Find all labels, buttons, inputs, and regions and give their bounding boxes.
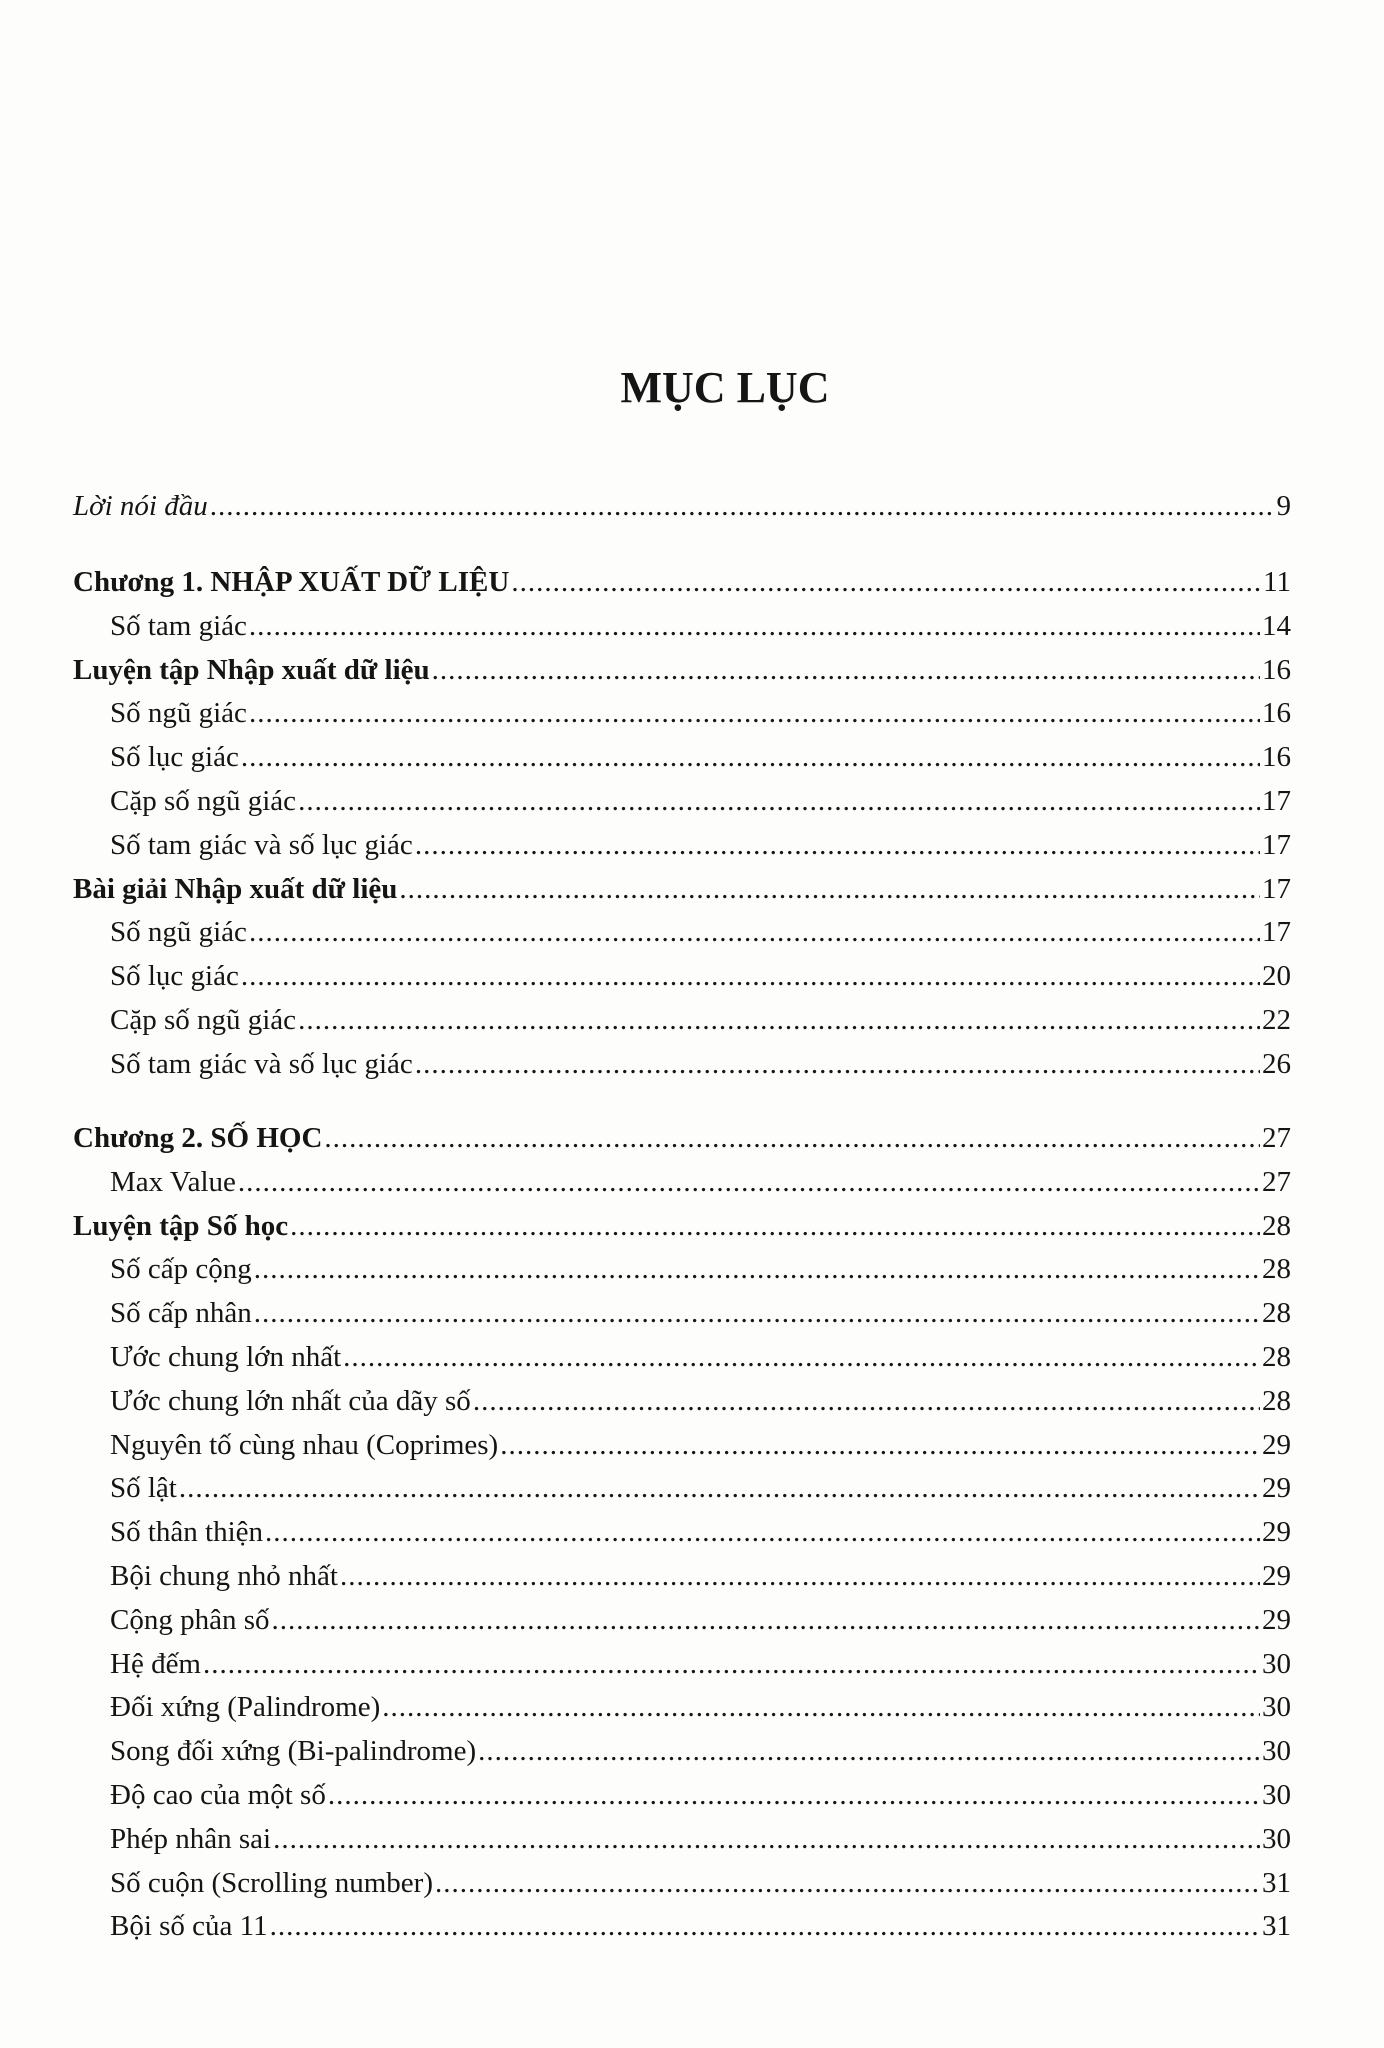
toc-entry-page: 28: [1262, 1340, 1291, 1373]
toc-entry-label: Bội chung nhỏ nhất: [110, 1559, 338, 1592]
dot-leader: [324, 1117, 1260, 1161]
toc-heading: [73, 1205, 1291, 1249]
toc-entry-page: 17: [1262, 872, 1291, 905]
dot-leader: [249, 911, 1260, 955]
toc-entry-label: Số cấp cộng: [110, 1253, 252, 1286]
toc-entry-page: 14: [1262, 609, 1291, 642]
toc-section-chapter-2: [73, 1117, 1291, 1949]
toc-entry-label: Cặp số ngũ giác: [110, 1003, 297, 1036]
toc-entry-label: Nguyên tố cùng nhau (Coprimes): [110, 1428, 499, 1461]
toc-entry: [73, 692, 1291, 736]
toc-entry: [73, 1555, 1291, 1599]
toc-entry-label: Cặp số ngũ giác: [110, 784, 297, 817]
dot-leader: [298, 999, 1260, 1043]
toc-entry-page: 16: [1262, 741, 1291, 774]
dot-leader: [179, 1467, 1260, 1511]
toc-entry: [73, 780, 1291, 824]
dot-leader: [415, 824, 1260, 868]
toc-entry: [73, 999, 1291, 1043]
dot-leader: [432, 649, 1260, 693]
dot-leader: [249, 605, 1260, 649]
toc-entry-page: 30: [1262, 1735, 1291, 1768]
dot-leader: [328, 1774, 1260, 1818]
toc-entry: [73, 955, 1291, 999]
toc-entry-page: 16: [1262, 697, 1291, 730]
toc-entry: [73, 736, 1291, 780]
toc-entry: [73, 1862, 1291, 1906]
dot-leader: [290, 1205, 1260, 1249]
toc-entry-label: Max Value: [110, 1165, 236, 1198]
toc-entry-page: 28: [1262, 1384, 1291, 1417]
dot-leader: [254, 1292, 1260, 1336]
toc-heading: [73, 868, 1291, 912]
toc-entry-page: 27: [1262, 1165, 1291, 1198]
toc-entry-page: 30: [1262, 1778, 1291, 1811]
toc-entry: [73, 1161, 1291, 1205]
page-title: MỤC LỤC: [620, 363, 830, 412]
toc-entry-page: 29: [1262, 1559, 1291, 1592]
dot-leader: [343, 1336, 1260, 1380]
toc-entry-label: Bài giải Nhập xuất dữ liệu: [73, 872, 398, 905]
toc-entry-label: Bội số của 11: [110, 1910, 268, 1943]
dot-leader: [238, 1161, 1260, 1205]
toc-entry-label: Ước chung lớn nhất của dãy số: [110, 1384, 471, 1417]
toc-entry-page: 9: [1276, 490, 1291, 522]
toc-entry-page: 16: [1262, 653, 1291, 686]
toc-entry-page: 30: [1262, 1647, 1291, 1680]
toc-entry-label: Phép nhân sai: [110, 1822, 272, 1855]
toc-entry-page: 20: [1262, 960, 1291, 993]
toc-entry-label: Số lật: [110, 1472, 177, 1505]
toc-heading: [73, 649, 1291, 693]
toc-entry: [73, 1336, 1291, 1380]
toc-entry-label: Số ngũ giác: [110, 697, 247, 730]
toc-entry-page: 30: [1262, 1691, 1291, 1724]
toc-section-preface: [73, 485, 1291, 529]
toc-entry-page: 29: [1262, 1428, 1291, 1461]
toc-entry-label: Song đối xứng (Bi-palindrome): [110, 1735, 477, 1768]
toc-heading: [73, 1117, 1291, 1161]
toc-entry: [73, 1599, 1291, 1643]
toc-entry-label: Số tam giác: [110, 609, 247, 642]
dot-leader: [270, 1905, 1260, 1949]
dot-leader: [478, 1730, 1260, 1774]
toc-entry: [73, 1043, 1291, 1087]
toc-entry: [73, 1818, 1291, 1862]
toc-entry-page: 29: [1262, 1603, 1291, 1636]
toc-heading: [73, 561, 1291, 605]
toc-entry-page: 29: [1262, 1472, 1291, 1505]
toc-entry: [73, 605, 1291, 649]
toc-entry-page: 27: [1262, 1122, 1291, 1154]
toc-entry: [73, 1686, 1291, 1730]
dot-leader: [382, 1686, 1260, 1730]
toc-entry-page: 11: [1263, 566, 1291, 598]
toc-entry-page: 28: [1262, 1253, 1291, 1286]
dot-leader: [249, 692, 1260, 736]
toc-entry-label: Luyện tập Nhập xuất dữ liệu: [73, 653, 430, 686]
dot-leader: [203, 1643, 1260, 1687]
toc-entry-page: 26: [1262, 1047, 1291, 1080]
toc-entry-page: 31: [1262, 1866, 1291, 1899]
toc-entry: [73, 1511, 1291, 1555]
toc-entry: [73, 1730, 1291, 1774]
toc-entry-label: Số lục giác: [110, 960, 239, 993]
toc-entry: [73, 1774, 1291, 1818]
toc-entry-label: Lời nói đầu: [73, 490, 208, 522]
dot-leader: [415, 1043, 1260, 1087]
dot-leader: [473, 1380, 1260, 1424]
toc-entry: [73, 824, 1291, 868]
toc-entry: [73, 1248, 1291, 1292]
toc-entry: [73, 1292, 1291, 1336]
dot-leader: [298, 780, 1260, 824]
toc-entry-label: Số cuộn (Scrolling number): [110, 1866, 433, 1899]
toc-entry: [73, 1424, 1291, 1468]
dot-leader: [254, 1248, 1260, 1292]
toc-entry-page: 31: [1262, 1910, 1291, 1943]
toc-entry-label: Số lục giác: [110, 741, 239, 774]
toc-entry-page: 29: [1262, 1516, 1291, 1549]
toc-entry: [73, 1643, 1291, 1687]
toc-entry-label: Luyện tập Số học: [73, 1209, 289, 1242]
dot-leader: [241, 736, 1260, 780]
toc-entry-label: Chương 1. NHẬP XUẤT DỮ LIỆU: [73, 566, 510, 598]
toc-entry-page: 17: [1262, 828, 1291, 861]
dot-leader: [273, 1818, 1260, 1862]
toc-heading: [73, 485, 1291, 529]
toc-entry-label: Số ngũ giác: [110, 916, 247, 949]
toc-entry-label: Số cấp nhân: [110, 1297, 252, 1330]
dot-leader: [340, 1555, 1260, 1599]
toc-entry-label: Ước chung lớn nhất: [110, 1340, 342, 1373]
toc-entry-page: 22: [1262, 1003, 1291, 1036]
dot-leader: [265, 1511, 1260, 1555]
dot-leader: [241, 955, 1260, 999]
toc-entry: [73, 1905, 1291, 1949]
toc-entry-label: Đối xứng (Palindrome): [110, 1691, 381, 1724]
toc-entry-label: Cộng phân số: [110, 1603, 270, 1636]
toc-entry: [73, 1380, 1291, 1424]
toc-entry-page: 17: [1262, 784, 1291, 817]
dot-leader: [399, 868, 1260, 912]
dot-leader: [272, 1599, 1261, 1643]
toc-entry-label: Số tam giác và số lục giác: [110, 1047, 413, 1080]
toc-entry-page: 30: [1262, 1822, 1291, 1855]
dot-leader: [435, 1862, 1260, 1906]
dot-leader: [511, 561, 1261, 605]
toc-entry-label: Chương 2. SỐ HỌC: [73, 1122, 323, 1154]
dot-leader: [210, 485, 1275, 529]
toc-entry-label: Hệ đếm: [110, 1647, 201, 1680]
toc-entry: [73, 1467, 1291, 1511]
toc-entry-label: Độ cao của một số: [110, 1778, 326, 1811]
toc-entry-label: Số thân thiện: [110, 1516, 264, 1549]
dot-leader: [500, 1424, 1260, 1468]
toc-entry-page: 28: [1262, 1209, 1291, 1242]
toc-entry-label: Số tam giác và số lục giác: [110, 828, 413, 861]
toc-section-chapter-1: [73, 561, 1291, 1087]
toc-entry-page: 17: [1262, 916, 1291, 949]
toc-entry: [73, 911, 1291, 955]
toc-entry-page: 28: [1262, 1297, 1291, 1330]
